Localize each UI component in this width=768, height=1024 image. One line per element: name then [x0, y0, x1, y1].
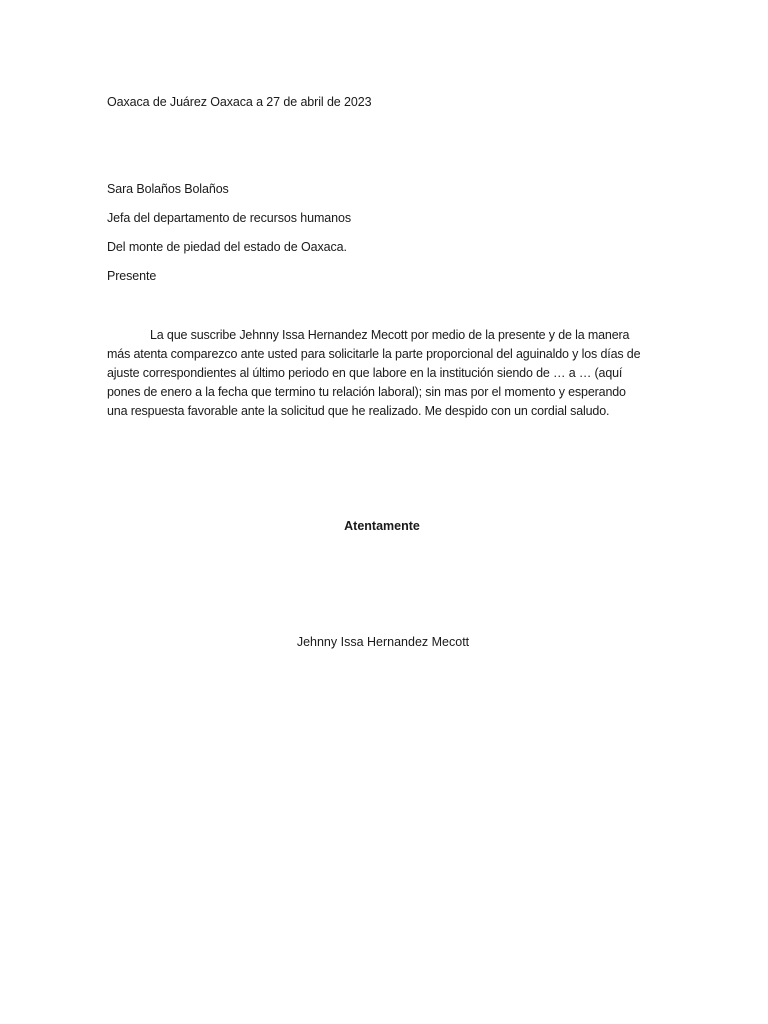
body-line: más atenta comparezco ante usted para solicitarle la parte proporcional del aguinaldo y los días de [107, 347, 641, 361]
body-line-text: La que suscribe Jehnny Issa Hernandez Mecott por medio de la presente y de la manera [150, 328, 630, 342]
recipient-title: Jefa del departamento de recursos humanos [107, 211, 351, 225]
closing-text: Atentamente [344, 519, 420, 533]
body-line: una respuesta favorable ante la solicitud que he realizado. Me despido con un cordial saludo. [107, 404, 610, 418]
date-line: Oaxaca de Juárez Oaxaca a 27 de abril de 2023 [107, 95, 372, 109]
closing-block [0, 518, 768, 534]
signature-block [0, 634, 768, 650]
body-line: pones de enero a la fecha que termino tu relación laboral); sin mas por el momento y esperando [107, 385, 626, 399]
recipient-presente: Presente [107, 269, 157, 283]
signature-name: Jehnny Issa Hernandez Mecott [296, 635, 470, 649]
body-line [107, 326, 667, 345]
recipient-organization: Del monte de piedad del estado de Oaxaca. [107, 240, 347, 254]
recipient-name: Sara Bolaños Bolaños [107, 182, 229, 196]
body-paragraph [107, 326, 667, 421]
body-line: ajuste correspondientes al último periodo en que labore en la institución siendo de … a … (aquí [107, 366, 623, 380]
